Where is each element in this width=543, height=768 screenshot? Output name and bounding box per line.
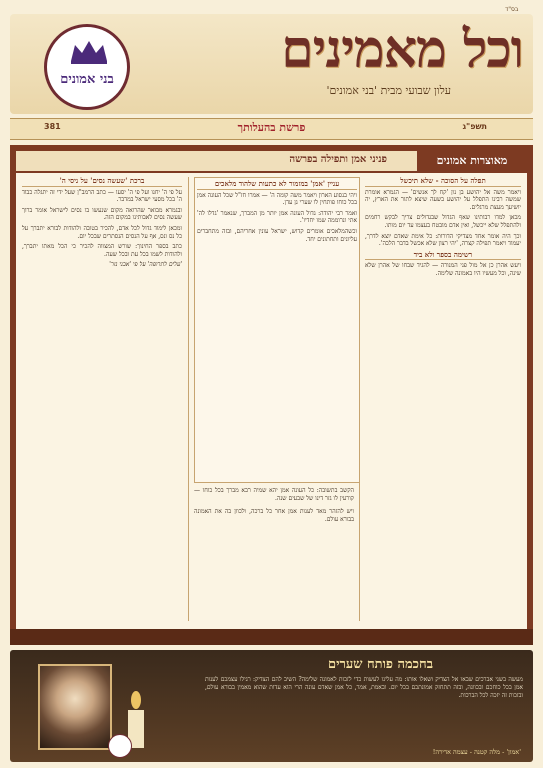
paragraph: וכשהמלאכים אומרים קדוש, ישראל עונין אחריהם, ובזה מתחברים עליונים ותחתונים יחד. [197, 227, 357, 243]
issue-number: 381 [44, 122, 61, 131]
paragraph: ומכאן לימוד גדול לכל אדם, להכיר בטובה ולהודות לבורא יתברך על כל נס ונס, אף על הנסים הנסתרים שבכל יום. [22, 224, 182, 240]
column-right [365, 177, 521, 621]
newsletter-subtitle: עלון שבועי מבית 'בני אמונים' [326, 84, 451, 97]
issue-year: תשפ"ג [462, 122, 487, 131]
newsletter-title: וכל מאמינים [281, 19, 523, 80]
corner-mark: בס"ד [505, 6, 519, 13]
paragraph: ויאמר משה אל יהושע בן נון 'קח לך אנשים' — הגמרא אומרת שמשה רבינו התפלל על יהושע בשעה שיצא לתור את הארץ, יה יושיעך מעצת מרגלים. [365, 188, 521, 211]
story-slogan: 'אמון' - מלה קטנה - עצמה אדירה! [432, 748, 521, 756]
column-middle [194, 177, 360, 483]
paragraph: מכאן למדו רבותינו שאף הגדול שבגדולים צריך לבקש רחמים ולהתפלל שלא ייכשל, ואין אדם מובטח בעצמו עד יום מותו. [365, 214, 521, 229]
section-banner: מאוצרות אמונים [417, 151, 527, 171]
logo-text: בני אמונים [60, 72, 114, 87]
parasha-title: פרשת בהעלותך [237, 121, 306, 134]
column-divider [188, 177, 189, 621]
paragraph: ואמר רבי יהודה: גדול העונה אמן יותר מן המברך, שנאמר 'גדלו לה' אתי ונרוממה שמו יחדיו'. [197, 209, 357, 225]
small-logo [108, 734, 132, 758]
story-text: מעשה בשני אברכים שבאו אל הצדיק ושאלו אותו: מה עלינו לעשות כדי לזכות לאמונה שלימה? השיב להם הצדיק: רגילו עצמכם לענות אמן בכל כוחכם ובכוונה, ובזה תתחזק אמונתכם בכל יום. ובאמת, אמר, כל אמן שאדם עונה הרי הוא עדות שהוא מאמין בבורא עולם, ובזכות זה יזכה לכל הברכות. [205, 676, 523, 699]
publisher-logo [44, 24, 130, 110]
article-body [16, 151, 527, 629]
paragraph: ויש להזהר מאד לענות אמן אחר כל ברכה, ולכוון בה את האמונה בבורא עולם. [194, 508, 354, 523]
paragraph: ויעש אהרן כן אל מול פני המנורה — להגיד שבחו של אהרן שלא שינה, וכל מעשיו היו באמונה שלימה. [365, 262, 521, 277]
column-left-footer: 'עלים לתרופה' על פי 'אבני נזר' [109, 261, 182, 269]
decorative-strip [10, 629, 533, 645]
section-header [16, 151, 527, 173]
rabbi-portrait [38, 664, 112, 750]
section-title: פניני אמן ותפילה בפרשה [289, 154, 387, 165]
column-middle-lower [194, 481, 354, 611]
paragraph: כתב בספר החינוך: שורש המצווה להכיר כי הכל מאתו יתברך, ולהודות לשמו בכל עת ובכל שעה. [22, 243, 182, 258]
crown-icon [69, 39, 109, 65]
paragraph: וכך היה אומר אחד מצדיקי הדורות: כל אימת שאדם יוצא לדרך, יעמוד ויאמר תפילה קצרה, 'יהי רצון שלא אכשל בדבר הלכה'. [365, 232, 521, 248]
issue-info-bar [10, 118, 533, 140]
masthead [10, 14, 533, 114]
story-panel [10, 650, 533, 762]
column-left-heading: ברכת 'שעשה נסים' על ניסי ה' [22, 177, 182, 187]
paragraph: ויהי בנסוע הארון ויאמר משה קומה ה' — אמרו חז"ל שכל העונה אמן בכל כוחו פותחין לו שערי גן עדן. [197, 191, 357, 207]
column-middle-heading: עניין 'אמן' במזמור לא כתעות שלהוד מלאכים [197, 180, 357, 190]
paragraph: על פי ה' יחנו ועל פי ה' יסעו — כתב הרמב"ן שעל ידי זה יתגלה כבוד ה' בכל מסעי ישראל במדבר. [22, 188, 182, 204]
column-left [22, 177, 182, 615]
paragraph: ובגמרא מבואר שהרואה מקום שנעשו בו נסים לישראל אומר ברוך שעשה נסים לאבותינו במקום הזה. [22, 206, 182, 222]
article-frame [10, 145, 533, 645]
column-right-heading-2: רשימה בספר ולא ביד [365, 251, 521, 261]
story-title: בחכמה פותח שערים [327, 657, 433, 672]
paragraph: הקשב בתשובה: כל העונה אמן יהא שמיה רבא מברך בכל כוחו — קורעין לו גזר דינו של שבעים שנה. [194, 487, 354, 502]
column-right-heading: תפלה על הסוכה - שלא תיכשל [365, 177, 521, 187]
